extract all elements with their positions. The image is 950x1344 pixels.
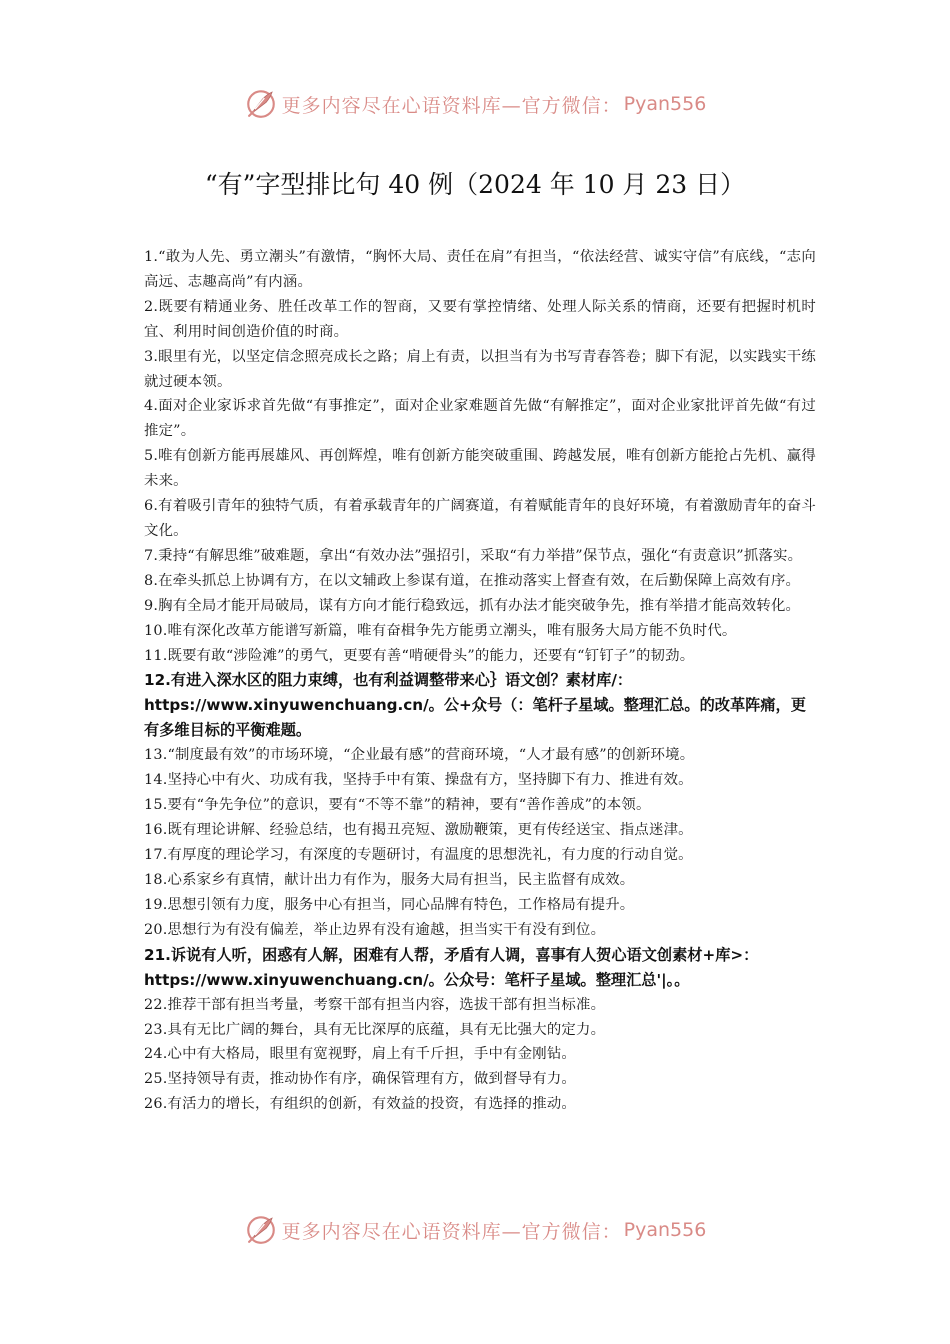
list-item: 9.胸有全局才能开局破局，谋有方向才能行稳致远，抓有办法才能突破争先，推有举措才能高效转化。 (144, 597, 801, 614)
banner-label: 更多内容尽在心语资料库—官方微信： (281, 94, 622, 117)
list-item: 24.心中有大格局，眼里有宽视野，肩上有千斤担，手中有金刚钻。 (144, 1046, 577, 1063)
page-title: “有”字型排比句 40 例（2024 年 10 月 23 日） (204, 169, 746, 199)
list-item: 17.有厚度的理论学习，有深度的专题研讨，有温度的思想洗礼，有力度的行动自觉。 (144, 847, 693, 864)
list-item: 1.“敢为人先、勇立潮头”有激情，“胸怀大局、责任在肩”有担当，“依法经营、诚实守信”有底线，“志向高远、志趣高尚”有内涵。 (144, 249, 816, 290)
list-item: 18.心系家乡有真情，献计出力有作为，服务大局有担当，民主监督有成效。 (144, 871, 635, 888)
list-item: 25.坚持领导有责，推动协作有序，确保管理有方，做到督导有力。 (144, 1071, 577, 1088)
footer-banner (0, 1210, 950, 1250)
list-item: 15.要有“争先争位”的意识，要有“不等不靠”的精神，要有“善作善成”的本领。 (144, 797, 651, 814)
list-item: 8.在牵头抓总上协调有方，在以文辅政上参谋有道，在推动落实上督查有效，在后勤保障上高效有序。 (144, 572, 801, 589)
list-item: 12.有进入深水区的阻力束缚，也有利益调整带来心｝语文创？素材库/：https://www.xinyuwenchuang.cn/。公+众号（：笔杆子星域。整理汇总。的改革阵痛，更有多维目标的平衡难题。 (144, 671, 806, 740)
header-banner (0, 84, 950, 124)
list-item: 10.唯有深化改革方能谱写新篇，唯有奋楫争先方能勇立潮头，唯有服务大局方能不负时代。 (144, 622, 737, 639)
list-item: 7.秉持“有解思维”破难题，拿出“有效办法”强招引，采取“有力举措”保节点，强化“有责意识”抓落实。 (144, 547, 803, 564)
pen-nib-icon (244, 1213, 278, 1247)
list-item: 11.既要有敢“涉险滩”的勇气，更要有善“啃硬骨头”的能力，还要有“钉钉子”的韧劲。 (144, 647, 695, 664)
list-item: 22.推荐干部有担当考量，考察干部有担当内容，选拔干部有担当标准。 (144, 996, 606, 1013)
list-item: 5.唯有创新方能再展雄风、再创辉煌，唯有创新方能突破重围、跨越发展，唯有创新方能抢占先机、赢得未来。 (144, 448, 816, 490)
banner-text (282, 1217, 707, 1244)
list-item: 19.思想引领有力度，服务中心有担当，同心品牌有特色，工作格局有提升。 (144, 896, 635, 913)
banner-text (282, 91, 707, 118)
list-item: 6.有着吸引青年的独特气质，有着承载青年的广阔赛道，有着赋能青年的良好环境，有着激励青年的奋斗文化。 (144, 498, 816, 539)
banner-label: 更多内容尽在心语资料库—官方微信： (281, 1220, 622, 1243)
list-item: 16.既有理论讲解、经验总结，也有揭丑亮短、激励鞭策，更有传经送宝、指点迷津。 (144, 822, 693, 839)
list-item: 14.坚持心中有火、功成有我，坚持手中有策、操盘有方，坚持脚下有力、推进有效。 (144, 772, 693, 789)
pen-nib-icon (244, 87, 278, 121)
banner-wechat-id: Pyan556 (623, 1219, 707, 1241)
list-item: 4.面对企业家诉求首先做“有事推定”，面对企业家难题首先做“有解推定”，面对企业家批评首先做“有过推定”。 (144, 398, 816, 440)
list-item: 26.有活力的增长，有组织的创新，有效益的投资，有选择的推动。 (144, 1096, 577, 1113)
list-item: 2.既要有精通业务、胜任改革工作的智商，又要有掌控情绪、处理人际关系的情商，还要有把握时机时宜、利用时间创造价值的时商。 (144, 298, 816, 340)
list-item: 23.具有无比广阔的舞台，具有无比深厚的底蕴，具有无比强大的定力。 (144, 1021, 606, 1038)
banner-wechat-id: Pyan556 (623, 93, 707, 115)
list-item: 3.眼里有光，以坚定信念照亮成长之路；肩上有责，以担当有为书写青春答卷；脚下有泥，以实践实干练就过硬本领。 (144, 348, 816, 390)
list-item: 21.诉说有人听，困惑有人解，困难有人帮，矛盾有人调，喜事有人贺心语文创素材+库>：https://www.xinyuwenchuang.cn/。公众号：笔杆子星域。整理汇总'|。。 (144, 945, 759, 989)
sentence-list (144, 245, 816, 1117)
list-item: 20.思想行为有没有偏差，举止边界有没有逾越，担当实干有没有到位。 (144, 921, 606, 938)
list-item: 13.“制度最有效”的市场环境，“企业最有感”的营商环境，“人才最有感”的创新环境。 (144, 747, 695, 764)
